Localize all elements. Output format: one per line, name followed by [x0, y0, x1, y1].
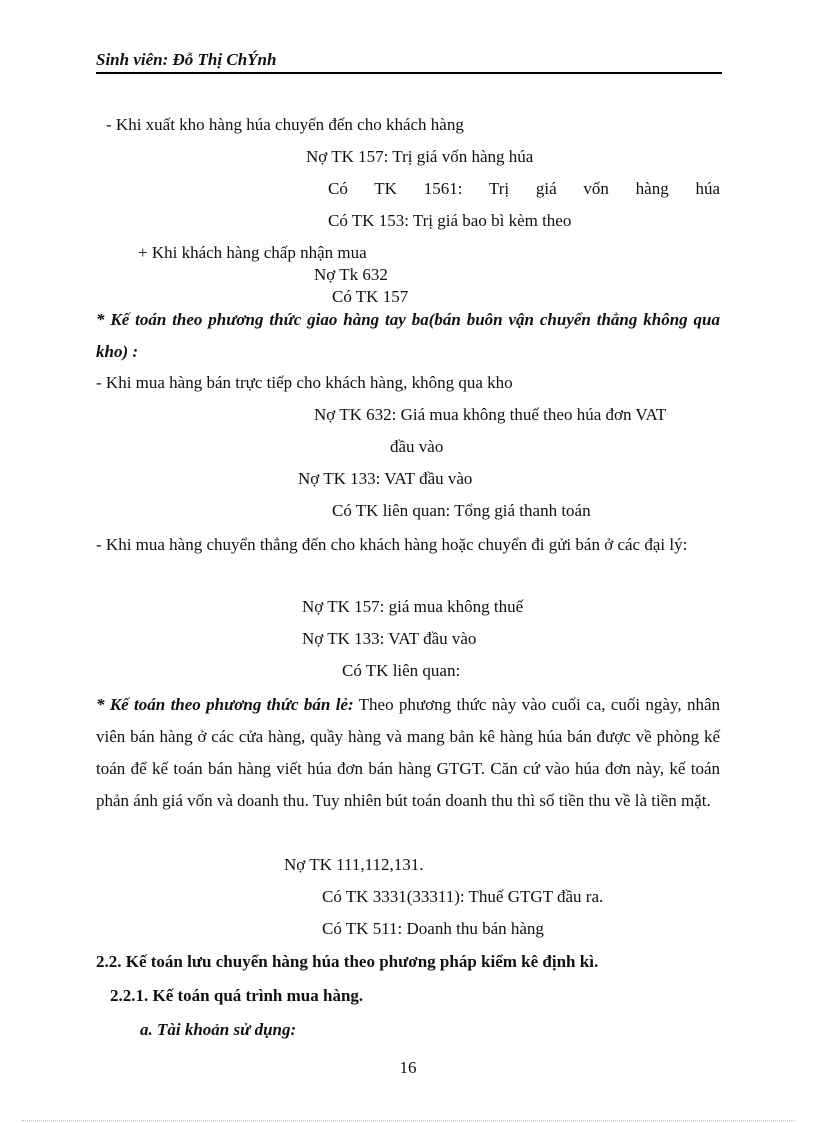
- text-line: Có TK 1561: Trị giá vốn hàng húa: [328, 179, 720, 198]
- text-line: Có TK 157: [332, 287, 409, 306]
- section-heading-2-2-1: 2.2.1. Kế toán quá trình mua hàng.: [110, 986, 364, 1005]
- footer-divider: [22, 1120, 794, 1121]
- text-line: Nợ TK 632: Giá mua không thuế theo húa đơn VAT: [314, 405, 667, 424]
- text-line: Nợ TK 157: Trị giá vốn hàng húa: [306, 147, 534, 166]
- text-line: Có TK 153: Trị giá bao bì kèm theo: [328, 211, 572, 230]
- header-author: Sinh viên: Đỗ Thị ChÝnh: [96, 50, 277, 69]
- text-line: Nợ TK 133: VAT đầu vào: [302, 629, 477, 648]
- text-line: - Khi mua hàng bán trực tiếp cho khách hàng, không qua kho: [96, 373, 513, 392]
- text-line: Nợ Tk 632: [314, 265, 388, 284]
- retail-heading: * Kế toán theo phương thức bán lẻ:: [96, 695, 354, 714]
- text-line: Nợ TK 133: VAT đầu vào: [298, 469, 473, 488]
- section-heading: * Kế toán theo phương thức giao hàng tay ba(bán buôn vận chuyển thẳng không qua kho) :: [96, 310, 720, 361]
- text-line: - Khi xuất kho hàng húa chuyển đến cho khách hàng: [106, 115, 464, 134]
- text-line: Nợ TK 157: giá mua không thuế: [302, 597, 524, 616]
- text-line: + Khi khách hàng chấp nhận mua: [138, 243, 367, 262]
- text-line: Có TK 3331(33311): Thuế GTGT đầu ra.: [322, 887, 604, 906]
- section-heading-a: a. Tài khoản sử dụng:: [140, 1020, 297, 1039]
- text-line: Có TK 511: Doanh thu bán hàng: [322, 919, 544, 938]
- paragraph-retail: [96, 689, 720, 817]
- text-line: Có TK liên quan: Tổng giá thanh toán: [332, 501, 591, 520]
- paragraph: - Khi mua hàng chuyển thẳng đến cho khách hàng hoặc chuyển đi gửi bán ở các đại lý:: [96, 535, 688, 554]
- retail-body: Theo phương thức này vào cuối ca, cuối ngày, nhân viên bán hàng ở các cửa hàng, quầy hàng và mang bản kê hàng húa bán được về phòng kế toán để kế toán bán hàng viết húa đơn bán hàng GTGT. Căn cứ vào húa đơn này, kế toán phản ánh giá vốn và doanh thu. Tuy nhiên bút toán doanh thu thì số tiền thu về là tiền mặt.: [96, 695, 721, 810]
- text-line: đầu vào: [390, 437, 444, 456]
- text-line: Có TK liên quan:: [342, 661, 461, 680]
- text-line: Nợ TK 111,112,131.: [284, 855, 424, 874]
- page-number: 16: [399, 1058, 417, 1077]
- page-header: [96, 48, 722, 74]
- section-heading-2-2: 2.2. Kế toán lưu chuyển hàng húa theo phương pháp kiểm kê định kì.: [96, 952, 599, 971]
